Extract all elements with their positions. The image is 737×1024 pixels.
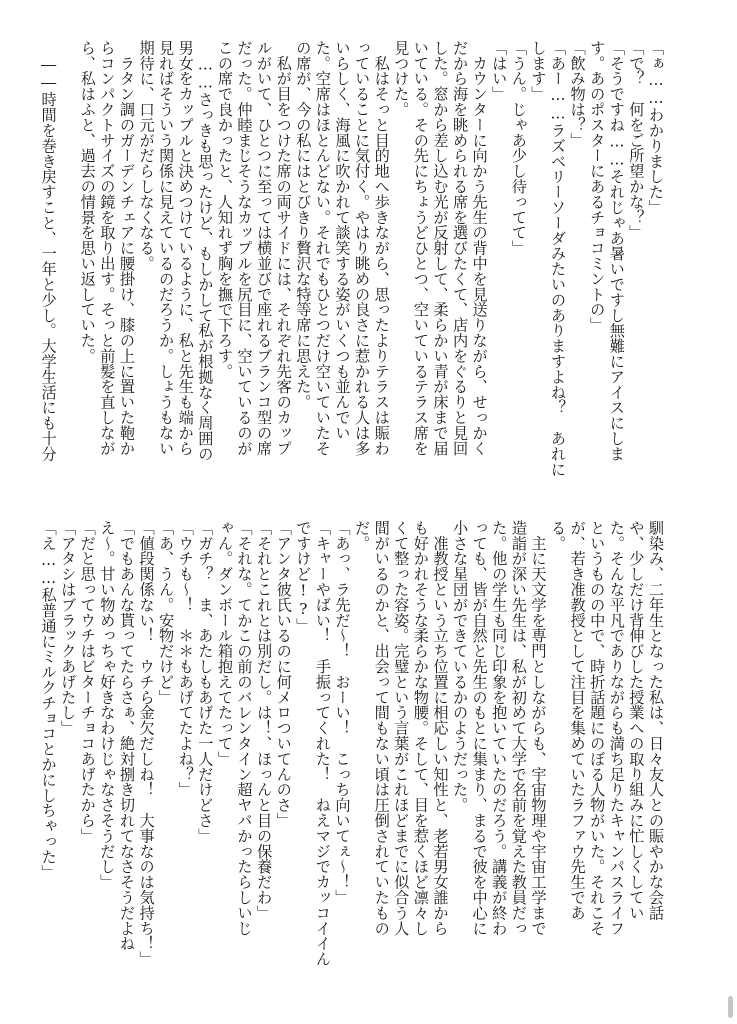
text-line: 私が目をつけた席の両サイドには、それぞれ先客のカップ	[274, 40, 293, 456]
text-line: ラタン調のガーデンチェアに腰掛け、膝の上に置いた鞄か	[117, 40, 136, 456]
text-line: 主に天文学を専門としながらも、宇宙物理や宇宙工学まで	[529, 520, 548, 936]
text-line: くて整った容姿。完璧という言葉がこれほどまでに似合う人	[392, 520, 411, 936]
text-line: 造詣が深い先生は、私が初めて大学で名前を覚えた教員だっ	[509, 520, 528, 936]
text-line: 「キャーやばい！ 手振ってくれた！ ねえマジでカッコイイん	[313, 520, 332, 967]
text-line: 「でもあんな貰ってたらさぁ、絶対捌き切れてなさそうだよね	[117, 520, 136, 952]
text-line: 准教授という立ち位置に相応しい知性と、老若男女誰から	[431, 520, 450, 936]
text-column-block-bottom	[39, 520, 665, 980]
text-line: 「だと思ってウチはビターチョコあげたから」	[78, 520, 97, 844]
text-line: いている。その先にちょうどひとつ、空いているテラス席を	[411, 40, 430, 456]
text-line: す。あのポスターにあるチョコミントの」	[588, 40, 607, 333]
text-column-block-top	[39, 40, 665, 485]
text-line: 「はい」	[490, 40, 509, 102]
text-line: だった。仲睦まじそうなカップルを尻目に、空いているのが	[235, 40, 254, 456]
text-line: ら、私はふと、過去の情景を思い返していた。	[78, 40, 97, 364]
text-line: 馴染み、二年生となった私は、日々友人との賑やかな会話	[647, 520, 665, 921]
text-line: します」	[529, 40, 548, 102]
text-line: 私はそっと目的地へ歩きながら、思ったよりテラスは賑わ	[372, 40, 391, 456]
text-line: この席で良かったと、人知れず胸を撫で下ろす。	[215, 40, 234, 379]
text-line: だ。	[353, 520, 372, 551]
text-line: 見ればそういう関係に見えているのだろうか。しょうもない	[157, 40, 176, 456]
text-line: が、若き准教授として注目を集めていたラファウ先生であ	[568, 520, 587, 921]
text-line: 男女をカップルと決めつけているように、私と先生も端から	[176, 40, 195, 456]
text-line: た。空席はほとんどない。それでもひとつだけ空いていたそ	[313, 40, 332, 456]
text-line: ――時間を巻き戻すこと、一年と少し。大学生活にも十分	[39, 40, 58, 462]
text-line: 「え……私普通にミルクチョコとかにしちゃった」	[39, 520, 58, 880]
text-line: の席が、今の私にはとびきり贅沢な特等席に思えた。	[294, 40, 313, 410]
text-line: え～。甘い物めっちゃ好きなわけじゃなさそうだし」	[98, 520, 117, 890]
text-line: ですけど!?」	[294, 520, 313, 634]
text-line: 「アタシはブラックあげたし」	[59, 520, 78, 736]
text-line: た。他の学生も同じ印象を抱いていたのだろう。講義が終わ	[490, 520, 509, 936]
text-line: カウンターに向かう先生の背中を見送りながら、せっかく	[470, 40, 489, 456]
text-line: 期待に、口元がだらしなくなる。	[137, 40, 156, 271]
text-line: というものの中で、時折話題にのぼる人物がいた。それこそ	[588, 520, 607, 936]
text-line: っていることに気付く。やはり眺めの良さに惹かれる人は多	[353, 40, 372, 456]
text-line: 「ウチも～！ ＊＊もあげてたよね？」	[176, 520, 195, 798]
text-line: 「ガチ？ ま、あたしもあげた一人だけどさ」	[196, 520, 215, 844]
text-line: 「あっ、ラ先だ～！ おーい！ こっち向いてぇ～！」	[333, 520, 352, 905]
text-line: ゃん。ダンボール箱抱えてたって」	[215, 520, 234, 767]
text-line: だから海を眺められる席を選びたくて、店内をぐるりと見回	[451, 40, 470, 456]
text-line: ……さっきも思ったけど、もしかして私が根拠なく周囲の	[196, 40, 215, 462]
text-line: した。窓から差し込む光が反射して、柔らかい青が床まで届	[431, 40, 450, 456]
text-line: 「それな。てかこの前のバレンタイン超ヤバかったらしいじ	[235, 520, 254, 936]
text-line: 小さな星団ができているかのようだった。	[451, 520, 470, 813]
text-line	[58, 40, 78, 485]
text-line: 「それとこれとは別だし。は！、ほっんと目の保養だわ」	[255, 520, 274, 921]
text-line: 「値段関係ない！ ウチら金欠だしね！ 大事なのは気持ち！」	[137, 520, 156, 967]
text-line: いらしく、海風に吹かれて談笑する姿がいくつも並んでい	[333, 40, 352, 441]
text-line: 「ぁ……わかりました」	[647, 40, 665, 215]
text-line: 「で？ 何をご所望かな？」	[627, 40, 646, 241]
text-line: 「うん。じゃあ少し待ってて」	[509, 40, 528, 256]
scrollbar-thumb[interactable]	[728, 996, 733, 1018]
text-line: 「あ、うん。安物だけど」	[157, 520, 176, 705]
text-line: 見つけた。	[392, 40, 411, 117]
text-line: 「飲み物は？」	[568, 40, 587, 148]
text-line: っても、皆が自然と先生のもとに集まり、まるで彼を中心に	[470, 520, 489, 936]
text-line: ルがいて、ひとつに至っては横並びで座れるブランコ型の席	[255, 40, 274, 456]
text-line: らコンパクトサイズの鏡を取り出す。そっと前髪を直しなが	[98, 40, 117, 456]
text-line: も好かれそうな柔らかな物腰。そして、目を惹くほど凛々し	[411, 520, 430, 936]
text-line: 間がいるのかと、出会って間もない頃は圧倒されていたもの	[372, 520, 391, 936]
text-line: た。そんな平凡でありながらも満ち足りたキャンパスライフ	[607, 520, 626, 936]
text-line: や、少しだけ背伸びした授業への取り組みに忙しくしてい	[627, 520, 646, 921]
text-line: 「アンタ彼氏いるのに何メロついてんのさ」	[274, 520, 293, 828]
text-line: 「そうですね……それじゃあ暑いですし無難にアイスにしま	[607, 40, 626, 462]
text-line: 「あー……ラズベリーソーダみたいのありますよね？ あれに	[549, 40, 568, 477]
text-line: る。	[549, 520, 568, 551]
